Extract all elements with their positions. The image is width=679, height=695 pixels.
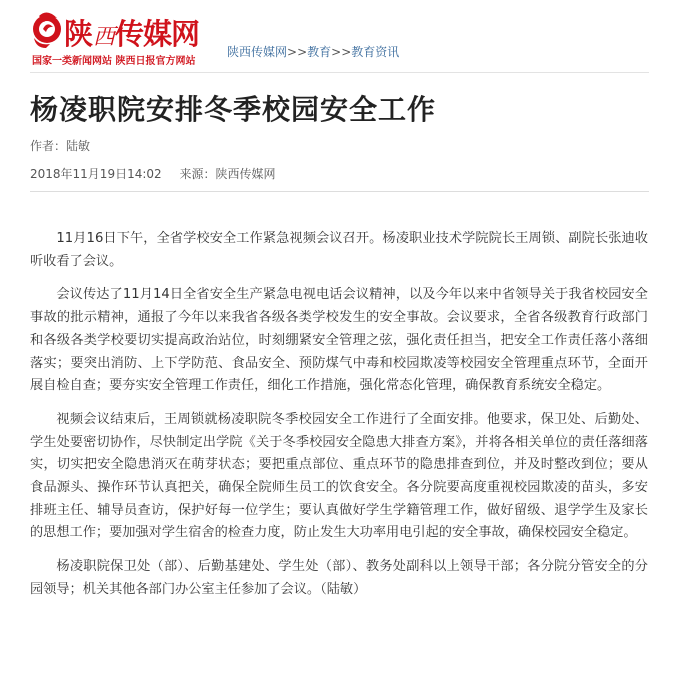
article-paragraph: 杨凌职院保卫处（部）、后勤基建处、学生处（部）、教务处副科以上领导干部；各分院分管安全的分园领导；机关其他各部门办公室主任参加了会议。（陆敏） <box>30 559 648 597</box>
breadcrumb-separator: >> <box>287 45 308 59</box>
article-body <box>30 228 648 613</box>
site-header <box>0 0 679 72</box>
article-author <box>30 137 90 154</box>
source-name[interactable]: 陕西传媒网 <box>215 167 276 181</box>
logo-char-2: 西 <box>93 25 115 50</box>
logo-wordmark <box>64 12 199 53</box>
publish-datetime: 2018年11月19日14:02 <box>30 167 162 181</box>
source-label: 来源： <box>179 167 216 181</box>
logo-slogan: 国家一类新闻网站 陕西日报官方网站 <box>32 56 196 67</box>
article-title: 杨凌职院安排冬季校园安全工作 <box>30 93 437 126</box>
article-paragraph: 11月16日下午，全省学校安全工作紧急视频会议召开。杨凌职业技术学院院长王周锁、副院长张迪收听收看了会议。 <box>30 231 648 269</box>
breadcrumb-item-education-news[interactable]: 教育资讯 <box>351 45 400 59</box>
breadcrumb-separator: >> <box>331 45 352 59</box>
shaanxi-media-logo-icon <box>30 10 64 50</box>
site-logo[interactable] <box>30 10 210 66</box>
breadcrumb <box>227 43 399 60</box>
article-paragraph: 视频会议结束后，王周锁就杨凌职院冬季校园安全工作进行了全面安排。他要求，保卫处、后勤处、学生处要密切协作，尽快制定出学院《关于冬季校园安全隐患大排查方案》，并将各相关单位的责任落细落实，切实把安全隐患消灭在萌芽状态；要把重点部位、重点环节的隐患排查到位，并及时整改到位；要从食品源头、操作环节认真把关，确保全院师生员工的饮食安全。各分院要高度重视校园欺凌的苗头，多安排班主任、辅导员查访，保护好每一位学生；要认真做好学生学籍管理工作，做好留级、退学学生及家长的思想工作；要加强对学生宿舍的检查力度，防止发生大功率用电引起的安全事故，确保校园安全稳定。 <box>30 411 648 541</box>
header-divider <box>30 72 649 73</box>
breadcrumb-item-home[interactable]: 陕西传媒网 <box>227 45 288 59</box>
article-meta <box>30 165 276 182</box>
author-name: 陆敏 <box>66 139 91 153</box>
breadcrumb-item-education[interactable]: 教育 <box>307 45 332 59</box>
article-paragraph: 会议传达了11月14日全省安全生产紧急电视电话会议精神，以及今年以来中省领导关于我省校园安全事故的批示精神，通报了今年以来我省各级各类学校发生的安全事故。会议要求，全省各级教育行政部门和各级各类学校要切实提高政治站位，时刻绷紧安全管理之弦，强化责任担当，把安全工作责任落小落细落实；要突出消防、上下学防范、食品安全、预防煤气中毒和校园欺凌等校园安全管理重点环节，全面开展自检自查；要夯实安全管理工作责任，细化工作措施，强化常态化管理，确保教育系统安全稳定。 <box>30 287 648 394</box>
author-label: 作者： <box>30 139 67 153</box>
meta-divider <box>30 191 649 192</box>
logo-char-1: 陕 <box>64 17 93 51</box>
logo-char-3: 传媒网 <box>115 17 200 51</box>
